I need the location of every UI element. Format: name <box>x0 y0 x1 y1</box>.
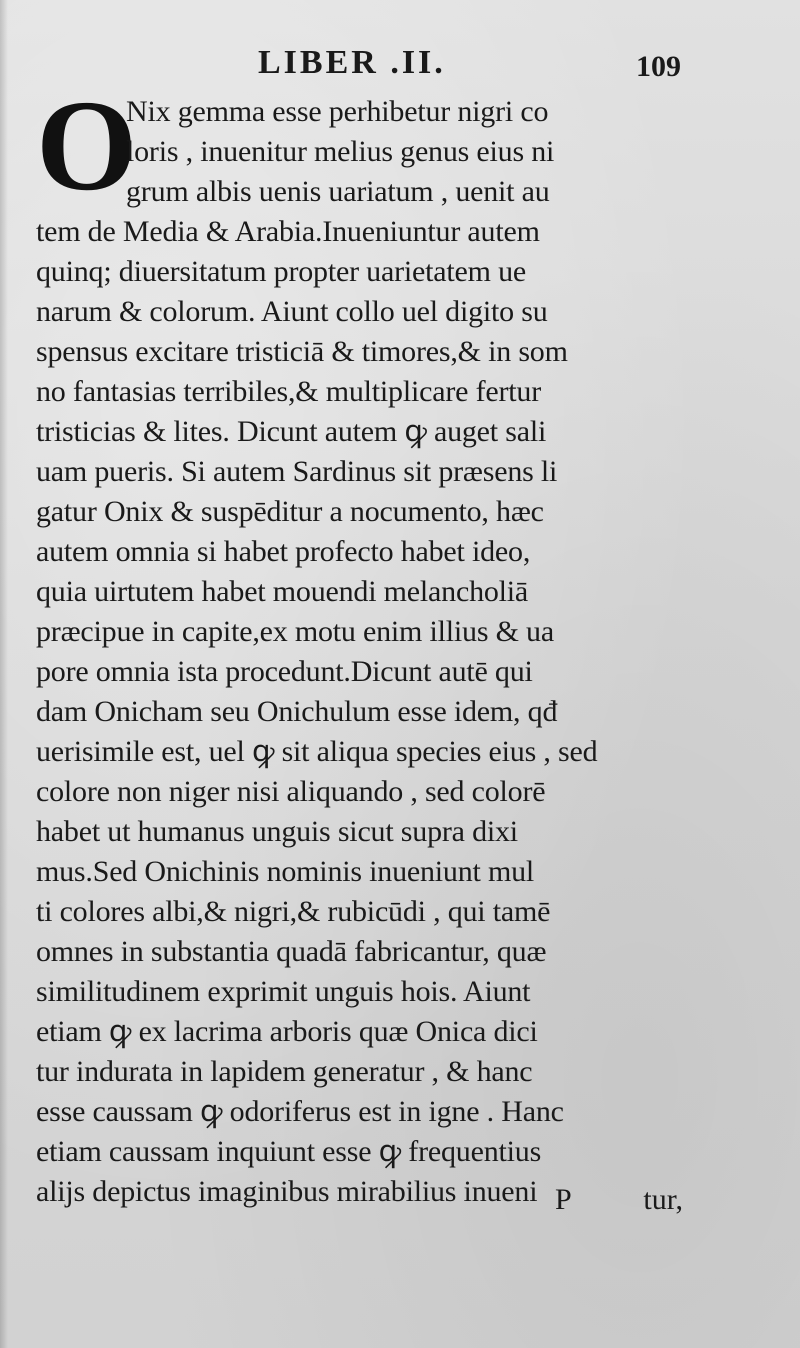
text-line: quinq; diuersitatum propter uarietatem ue <box>36 255 526 288</box>
text-line: uerisimile est, uel ꝙ sit aliqua species eius , sed <box>36 735 598 768</box>
text-line: alijs depictus imaginibus mirabilius inueni <box>36 1175 538 1208</box>
text-line: etiam caussam inquiunt esse ꝙ frequentius <box>36 1135 542 1168</box>
text-line: tur indurata in lapidem generatur , & hanc <box>36 1055 533 1088</box>
text-line: no fantasias terribiles,& multiplicare fertur <box>36 375 541 408</box>
text-line: Nix gemma esse perhibetur nigri co <box>126 95 549 128</box>
text-line: uam pueris. Si autem Sardinus sit præsens li <box>36 455 558 488</box>
page-footer <box>555 1180 695 1220</box>
text-line: dam Onicham seu Onichulum esse idem, qđ <box>36 695 558 728</box>
text-line: pore omnia ista procedunt.Dicunt autē qui <box>36 655 533 688</box>
text-line: autem omnia si habet profecto habet ideo, <box>36 535 531 568</box>
text-line: omnes in substantia quadā fabricantur, quæ <box>36 935 547 968</box>
text-line: etiam ꝙ ex lacrima arboris quæ Onica dici <box>36 1015 538 1048</box>
running-head: LIBER .II. <box>258 44 446 81</box>
text-line: esse caussam ꝙ odoriferus est in igne . Hanc <box>36 1095 564 1128</box>
text-line: tristicias & lites. Dicunt autem ꝙ auget sali <box>36 415 547 448</box>
text-line: loris , inuenitur melius genus eius ni <box>126 135 555 168</box>
text-line: habet ut humanus unguis sicut supra dixi <box>36 815 518 848</box>
text-line: tem de Media & Arabia.Inueniuntur autem <box>36 215 540 248</box>
opening-lines <box>126 92 686 212</box>
text-line: præcipue in capite,ex motu enim illius & ua <box>36 615 554 648</box>
catchword: tur, <box>643 1183 683 1216</box>
text-line: mus.Sed Onichinis nominis inueniunt mul <box>36 855 535 888</box>
main-text <box>36 74 686 1212</box>
text-line: quia uirtutem habet mouendi melancholiā <box>36 575 529 608</box>
text-line: colore non niger nisi aliquando , sed colorē <box>36 775 546 808</box>
drop-cap-initial: O <box>36 74 138 218</box>
page-number: 109 <box>636 50 681 83</box>
text-line: gatur Onix & suspēditur a nocumento, hæc <box>36 495 544 528</box>
page-edge-shadow <box>0 0 8 1348</box>
signature-mark: P <box>555 1183 572 1216</box>
text-line: grum albis uenis uariatum , uenit au <box>126 175 550 208</box>
text-line: similitudinem exprimit unguis hois. Aiunt <box>36 975 531 1008</box>
text-line: spensus excitare tristiciā & timores,& in som <box>36 335 568 368</box>
text-line: narum & colorum. Aiunt collo uel digito su <box>36 295 548 328</box>
text-line: ti colores albi,& nigri,& rubicūdi , qui tamē <box>36 895 551 928</box>
